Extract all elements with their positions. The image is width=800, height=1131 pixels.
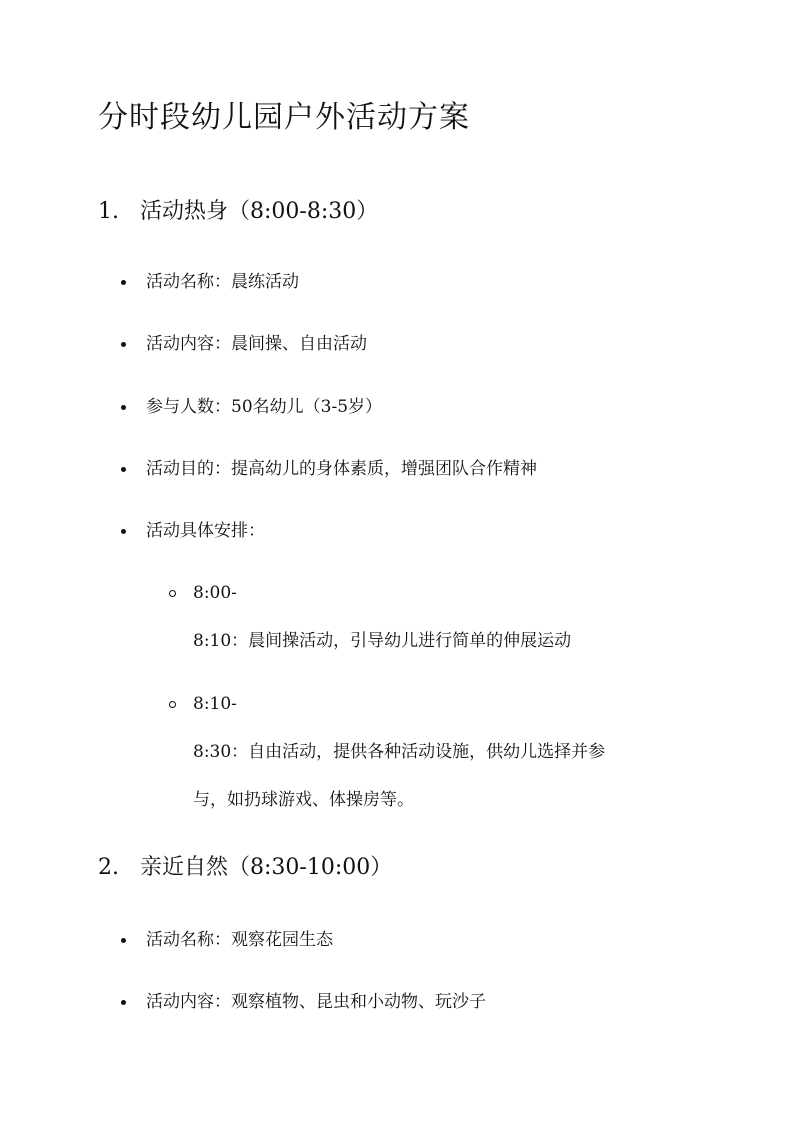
bullet-icon xyxy=(121,938,126,943)
section-heading-2 xyxy=(98,852,392,884)
list-item-text: 参与人数：50名幼儿（3-5岁） xyxy=(146,397,383,417)
list-item-text: 活动名称：晨练活动 xyxy=(146,272,299,292)
section-number: 1. xyxy=(98,199,119,224)
bullet-icon xyxy=(121,1000,126,1005)
section-heading-1 xyxy=(98,196,378,228)
schedule-text-continued: 与，如扔球游戏、体操房等。 xyxy=(193,790,414,810)
schedule-time-start: 8:00- xyxy=(193,583,237,603)
bullet-icon xyxy=(121,405,126,410)
bullet-icon xyxy=(121,529,126,534)
list-item xyxy=(146,517,265,545)
bullet-icon xyxy=(121,342,126,347)
bullet-icon xyxy=(121,280,126,285)
section-title: 活动热身（8:00-8:30） xyxy=(140,199,379,224)
document-title: 分时段幼儿园户外活动方案 xyxy=(98,100,470,135)
list-item xyxy=(146,988,486,1016)
schedule-text: 8:30：自由活动，提供各种活动设施，供幼儿选择并参 xyxy=(193,742,606,762)
list-item-text: 活动目的：提高幼儿的身体素质，增强团队合作精神 xyxy=(146,459,537,479)
list-item-text: 活动名称：观察花园生态 xyxy=(146,930,333,950)
list-item xyxy=(146,393,382,421)
schedule-time-start: 8:10- xyxy=(193,694,237,714)
circle-bullet-icon xyxy=(169,701,176,708)
schedule-text: 8:10：晨间操活动，引导幼儿进行简单的伸展运动 xyxy=(193,631,572,651)
list-item-text: 活动具体安排： xyxy=(146,521,265,541)
circle-bullet-icon xyxy=(169,590,176,597)
list-item-text: 活动内容：晨间操、自由活动 xyxy=(146,334,367,354)
schedule-item-2 xyxy=(193,690,713,814)
list-item xyxy=(146,268,299,296)
section-number: 2. xyxy=(98,855,119,880)
list-item xyxy=(146,330,367,358)
list-item xyxy=(146,455,537,483)
bullet-icon xyxy=(121,467,126,472)
schedule-item-1 xyxy=(193,579,713,655)
list-item xyxy=(146,926,333,954)
section-title: 亲近自然（8:30-10:00） xyxy=(140,855,393,880)
list-item-text: 活动内容：观察植物、昆虫和小动物、玩沙子 xyxy=(146,992,486,1012)
